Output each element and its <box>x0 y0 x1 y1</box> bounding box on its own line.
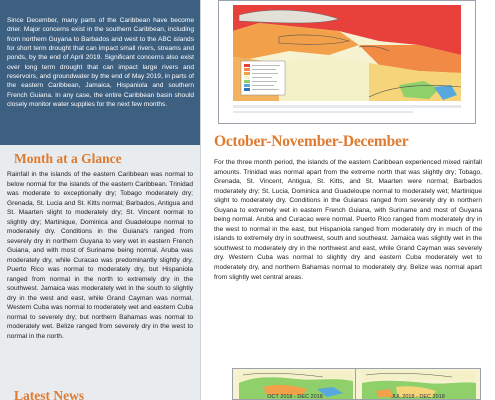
month-at-a-glance-heading: Month at a Glance <box>14 151 122 166</box>
thumbnail-caption-jul-dec: JUL 2018 - DEC 2018 <box>391 394 445 400</box>
month-at-a-glance-text: Rainfall in the islands of the eastern Caribbean was normal to below normal for the islands of the eastern Caribbean. Trinidad was moderate to exceptionally dry; Tobago moderately dry; Grenada, St. Lucia and St. Kitts normal; Barbados, Antigua and St. Maarten slight to moderately dry; St. Vincent normal to slightly dry; Martinique, Dominica and Guadeloupe normal to moderately dry. Conditions in the Guiana's ranged from severely dry in northern Guyana to very wet in eastern French Guiana, and with most of Suriname being normal. Aruba was moderately dry, while Curacao was predominantly slightly dry. Puerto Rico was normal to moderately dry, but Hispaniola ranged from normal in the north to extremely dry in the southwest. Jamaica was moderately wet in the south to slightly dry in the west and east, while Grand Cayman was normal. Western Cuba was normal to moderately wet and eastern Cuba normal to severely dry; but northern Bahamas was normal to moderately wet. Belize ranged from severely dry in the west to normal in the north. <box>7 171 193 340</box>
thumbnail-caption-oct-dec: OCT 2018 - DEC 2018 <box>267 394 323 400</box>
sidebar <box>0 0 201 400</box>
three-month-summary-text: For the three month period, the islands of the eastern Caribbean experienced mixed rainfall amounts. Trinidad was normal apart from the extreme north that was slightly dry; Tobago, Grenada, St. Vincent, Antigua, St. Kitts, and St. Maarten were normal; Barbados moderately dry; St. Lucia, Dominica and Guadeloupe normal to moderately wet; Martinique slight to moderately dry. Conditions in the Guianas ranged from severely dry in northern Guyana to extremely wet in eastern French Guiana, with Suriname and most of Guyana being normal. Aruba and Curacao were normal. Puerto Rico ranged from moderately dry in the west to normal in the east, but Hispaniola ranged from moderately dry in much of the islands to extremely dry in southwest, south and southeast. Jamaica was slightly wet in the southwest to moderately dry in the northwest and east, while Grand Cayman was severely dry. Western Cuba was normal to slightly dry and eastern Cuba moderately wet to moderately dry, and northern Bahamas normal to moderately dry. Belize was normal apart from slightly wet central areas. <box>214 159 482 281</box>
caribbean-spi-map <box>218 0 476 124</box>
sidebar-intro-text: Since December, many parts of the Caribbean have become drier. Major concerns exist in the southern Caribbean, including from northern Guyana to Barbados and west to the ABC islands for short term drought that can impact small rivers, streams and ponds, by the end of April 2019. Significant concerns also exist over long term drought that can impact large rivers and reservoirs, and groundwater by the end of May 2019, in parts of the eastern Caribbean, Jamaica, Hispaniola and southern French Guiana. In any case, the entire Caribbean basin should closely monitor water supplies for the next few months. <box>7 17 194 109</box>
sidebar-intro-panel <box>0 0 200 145</box>
section-title: October-November-December <box>214 133 409 150</box>
latest-news-heading: Latest News <box>14 388 85 400</box>
